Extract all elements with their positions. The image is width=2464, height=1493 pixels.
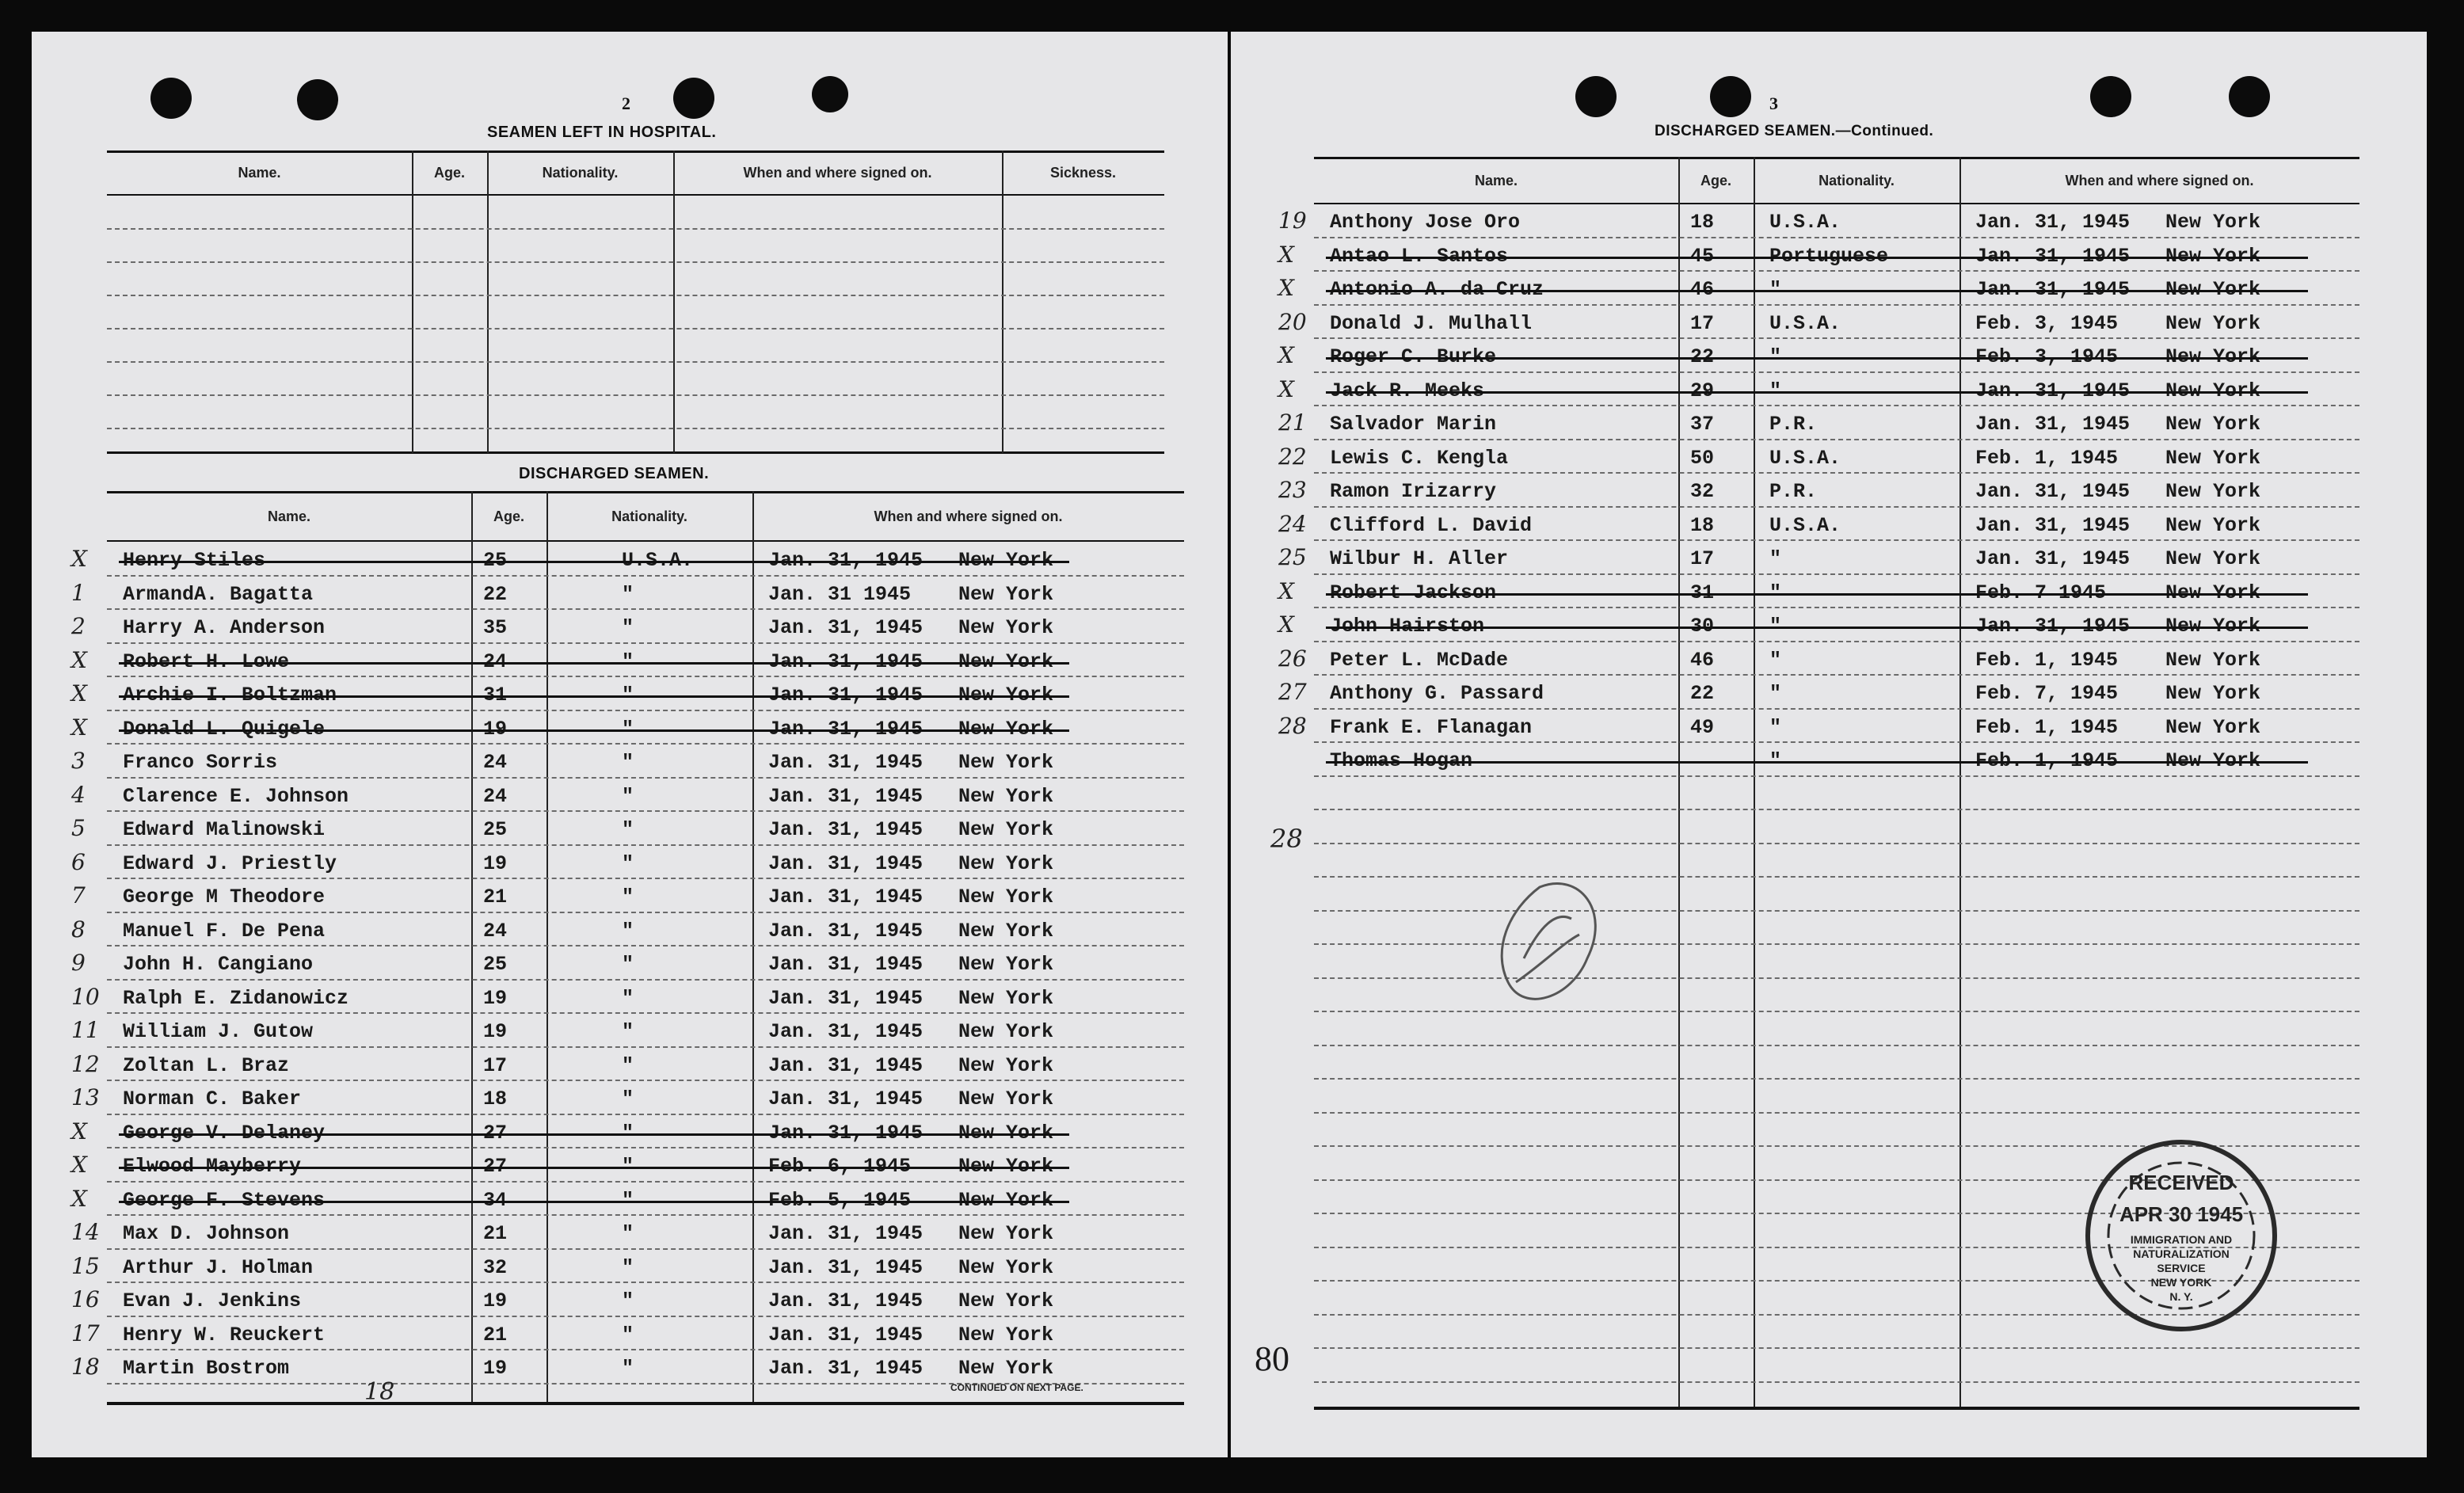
table-row [1278, 406, 2359, 440]
binder-hole [812, 76, 848, 112]
page-number: 2 [622, 93, 630, 113]
seaman-nationality: " [622, 582, 634, 606]
row-tally-mark: 6 [71, 848, 86, 875]
table-row [1278, 474, 2359, 508]
signed-on-place: New York [2165, 311, 2261, 335]
seaman-nationality: " [622, 1289, 634, 1312]
stamp-received-text: RECEIVED [2128, 1171, 2234, 1194]
seaman-nationality: U.S.A. [1769, 211, 1841, 234]
row-tally-mark: 12 [71, 1050, 100, 1077]
signed-on-date: Jan. 31, 1945 [768, 818, 924, 841]
signed-on-date: Feb. 7, 1945 [1975, 682, 2119, 705]
row-tally-mark: 1 [71, 579, 86, 606]
table-row [71, 1183, 1184, 1217]
seaman-name: Donald J. Mulhall [1330, 311, 1533, 335]
table-row [71, 812, 1184, 846]
seaman-nationality: U.S.A. [1769, 446, 1841, 470]
seaman-name: George M Theodore [123, 886, 326, 908]
table-row [71, 1048, 1184, 1082]
pencil-scribble [1492, 863, 1611, 1014]
seaman-nationality: " [1769, 682, 1782, 705]
table-row [1278, 238, 2359, 272]
right-header-signed-on: When and where signed on. [2065, 173, 2254, 189]
seaman-age: 21 [483, 886, 508, 908]
ruled-line [1314, 1381, 2359, 1383]
table-row [71, 981, 1184, 1015]
signed-on-place: New York [958, 751, 1054, 774]
row-tally-mark: 26 [1278, 645, 1307, 672]
signed-on-place: New York [958, 1357, 1054, 1380]
seaman-name: Henry W. Reuckert [123, 1323, 326, 1346]
row-tally-mark: X [1278, 577, 1294, 604]
seaman-nationality: U.S.A. [1769, 311, 1841, 335]
seaman-nationality: " [622, 1222, 634, 1245]
signed-on-place: New York [2165, 547, 2261, 570]
binder-hole [2229, 76, 2270, 117]
hospital-header-name: Name. [238, 165, 281, 181]
discharged-table-left [71, 491, 1184, 1410]
signed-on-date: Jan. 31, 1945 [768, 1289, 924, 1312]
binder-hole [297, 79, 338, 120]
signed-on-place: New York [2165, 513, 2261, 537]
table-row [71, 879, 1184, 913]
table-row [71, 577, 1184, 611]
strikethrough-line [119, 729, 1069, 732]
seaman-name: Clifford L. David [1330, 513, 1533, 537]
strikethrough-line [119, 1201, 1069, 1203]
signed-on-date: Feb. 1, 1945 [1975, 446, 2119, 470]
strikethrough-line [1326, 593, 2308, 596]
page-count-number: 80 [1255, 1339, 1289, 1378]
ruled-line [1314, 843, 2359, 844]
strikethrough-line [1326, 357, 2308, 360]
signed-on-place: New York [2165, 682, 2261, 705]
row-tally-mark: 5 [71, 815, 86, 841]
row-tally-mark: X [71, 680, 87, 707]
strikethrough-line [1326, 257, 2308, 259]
signed-on-date: Jan. 31, 1945 [768, 919, 924, 943]
table-row [1278, 710, 2359, 744]
table-row [1278, 440, 2359, 474]
row-tally-mark: X [71, 714, 87, 741]
seaman-nationality: " [1769, 715, 1782, 739]
seaman-nationality: " [622, 751, 634, 774]
seaman-age: 25 [483, 953, 508, 976]
strikethrough-line [119, 1167, 1069, 1169]
row-tally-mark: 25 [1278, 544, 1307, 570]
seaman-nationality: " [622, 986, 634, 1010]
strikethrough-line [119, 695, 1069, 698]
hospital-header-sickness: Sickness. [1049, 165, 1117, 181]
signed-on-date: Jan. 31, 1945 [1975, 513, 2131, 537]
seaman-nationality: " [622, 1255, 634, 1279]
ruled-line [1314, 1011, 2359, 1012]
table-row [1278, 272, 2359, 306]
row-tally-mark: X [1278, 342, 1294, 368]
seaman-nationality: " [622, 784, 634, 808]
row-tally-mark: X [1278, 275, 1294, 301]
row-tally-mark: 15 [71, 1252, 100, 1279]
row-tally-mark: 18 [71, 1354, 100, 1380]
signed-on-place: New York [958, 1020, 1054, 1043]
signed-on-place: New York [958, 1289, 1054, 1312]
seaman-name: Anthony G. Passard [1330, 682, 1544, 705]
table-row [1278, 204, 2359, 238]
row-tally-mark: X [1278, 375, 1294, 402]
seaman-name: Peter L. McDade [1330, 648, 1509, 672]
seaman-age: 32 [483, 1255, 508, 1279]
table-row [1278, 541, 2359, 575]
left-header-age: Age. [493, 508, 524, 524]
seaman-age: 50 [1690, 446, 1715, 470]
row-tally-mark: X [1278, 611, 1294, 638]
seaman-name: Norman C. Baker [123, 1087, 302, 1110]
seaman-name: Zoltan L. Braz [123, 1053, 290, 1077]
table-row [71, 1014, 1184, 1048]
ruled-line [1314, 876, 2359, 878]
row-tally-mark: X [71, 1152, 87, 1178]
row-tally-mark: 23 [1278, 477, 1307, 503]
stamp-line: N. Y. [2169, 1290, 2193, 1303]
seaman-age: 21 [483, 1222, 508, 1245]
seaman-age: 19 [483, 1289, 508, 1312]
seaman-age: 46 [1690, 648, 1715, 672]
signed-on-place: New York [958, 1087, 1054, 1110]
seaman-age: 18 [483, 1087, 508, 1110]
signed-on-date: Jan. 31, 1945 [1975, 480, 2131, 503]
table-row [71, 913, 1184, 947]
signed-on-date: Jan. 31, 1945 [1975, 211, 2131, 234]
right-page [1231, 32, 2427, 1457]
signed-on-date: Jan. 31, 1945 [768, 1087, 924, 1110]
right-section-title: DISCHARGED SEAMEN.—Continued. [1655, 123, 1934, 139]
row-tally-mark: 3 [71, 748, 86, 774]
stamp-line: NATURALIZATION [2133, 1247, 2230, 1260]
seaman-name: Arthur J. Holman [123, 1255, 314, 1279]
signed-on-place: New York [958, 818, 1054, 841]
seaman-name: Lewis C. Kengla [1330, 446, 1509, 470]
table-row [71, 543, 1184, 577]
row-tally-mark: 11 [71, 1017, 100, 1043]
table-row [71, 644, 1184, 678]
seaman-age: 22 [1690, 682, 1715, 705]
ruled-line [1314, 1078, 2359, 1080]
seaman-age: 19 [483, 851, 508, 875]
seaman-name: Max D. Johnson [123, 1222, 290, 1245]
strikethrough-line [1326, 627, 2308, 629]
ruled-line [1314, 809, 2359, 810]
signed-on-date: Feb. 1, 1945 [1975, 648, 2119, 672]
signed-on-place: New York [958, 851, 1054, 875]
seaman-nationality: " [1769, 648, 1782, 672]
seaman-nationality: " [622, 919, 634, 943]
row-tally-mark: 13 [71, 1084, 100, 1110]
seaman-age: 21 [483, 1323, 508, 1346]
hospital-table [107, 150, 1164, 455]
seaman-nationality: " [622, 818, 634, 841]
seaman-nationality: " [622, 953, 634, 976]
table-row [71, 1317, 1184, 1351]
ruled-line [1314, 1347, 2359, 1349]
table-row [1278, 339, 2359, 373]
row-tally-mark: X [71, 646, 87, 673]
discharged-section-title: DISCHARGED SEAMEN. [519, 465, 710, 482]
right-header-name: Name. [1474, 173, 1518, 189]
seaman-age: 24 [483, 784, 508, 808]
seaman-age: 17 [1690, 547, 1715, 570]
signed-on-date: Jan. 31 1945 [768, 582, 912, 606]
left-header-signed-on: When and where signed on. [874, 508, 1063, 524]
seaman-nationality: " [622, 1323, 634, 1346]
signed-on-date: Jan. 31, 1945 [768, 1020, 924, 1043]
strikethrough-line [119, 1133, 1069, 1136]
table-row [71, 610, 1184, 644]
signed-on-place: New York [958, 953, 1054, 976]
signed-on-place: New York [2165, 715, 2261, 739]
seaman-name: Salvador Marin [1330, 413, 1497, 436]
signed-on-date: Feb. 3, 1945 [1975, 311, 2119, 335]
signed-on-date: Jan. 31, 1945 [768, 986, 924, 1010]
stamp-line: IMMIGRATION AND [2130, 1233, 2233, 1246]
signed-on-date: Feb. 1, 1945 [1975, 715, 2119, 739]
seaman-nationality: P.R. [1769, 413, 1818, 436]
signed-on-date: Jan. 31, 1945 [768, 851, 924, 875]
right-header-age: Age. [1700, 173, 1731, 189]
row-tally-mark: 21 [1278, 409, 1307, 436]
signed-on-date: Jan. 31, 1945 [1975, 547, 2131, 570]
signed-on-place: New York [958, 986, 1054, 1010]
signed-on-date: Jan. 31, 1945 [768, 1255, 924, 1279]
table-row [71, 779, 1184, 813]
hospital-section-title: SEAMEN LEFT IN HOSPITAL. [487, 124, 717, 141]
table-row [1278, 642, 2359, 676]
seaman-name: Franco Sorris [123, 751, 278, 774]
signed-on-date: Jan. 31, 1945 [768, 1323, 924, 1346]
seaman-age: 18 [1690, 513, 1715, 537]
row-tally-mark: X [71, 546, 87, 572]
row-tally-mark: 20 [1278, 308, 1307, 335]
seaman-name: Manuel F. De Pena [123, 919, 326, 943]
table-row [1278, 306, 2359, 340]
signed-on-place: New York [958, 1255, 1054, 1279]
table-row [71, 711, 1184, 745]
seaman-nationality: U.S.A. [1769, 513, 1841, 537]
stamp-line: SERVICE [2157, 1262, 2206, 1274]
ruled-line [1314, 943, 2359, 945]
seaman-age: 19 [483, 1357, 508, 1380]
seaman-age: 35 [483, 616, 508, 639]
table-row [1278, 608, 2359, 642]
seaman-name: Edward J. Priestly [123, 851, 337, 875]
strikethrough-line [1326, 761, 2308, 764]
seaman-nationality: " [622, 1020, 634, 1043]
table-row [71, 1350, 1184, 1384]
seaman-name: Edward Malinowski [123, 818, 326, 841]
seaman-age: 22 [483, 582, 508, 606]
seaman-name: Anthony Jose Oro [1330, 211, 1521, 234]
table-row [71, 1115, 1184, 1149]
row-tally-mark: 8 [71, 916, 86, 943]
ruled-line [1314, 1112, 2359, 1114]
row-tally-mark: 24 [1278, 510, 1307, 537]
row-tally-mark: X [71, 1118, 87, 1145]
left-page [32, 32, 1228, 1457]
row-tally-mark: 4 [71, 781, 86, 808]
seaman-age: 19 [483, 1020, 508, 1043]
signed-on-place: New York [958, 784, 1054, 808]
strikethrough-line [1326, 290, 2308, 292]
table-row [71, 1216, 1184, 1250]
row-tally-mark: 27 [1278, 679, 1307, 705]
seaman-nationality: " [622, 616, 634, 639]
strikethrough-line [119, 662, 1069, 665]
seaman-age: 24 [483, 751, 508, 774]
signed-on-place: New York [958, 919, 1054, 943]
signed-on-place: New York [958, 1323, 1054, 1346]
row-tally-mark: 14 [71, 1219, 100, 1245]
seaman-nationality: P.R. [1769, 480, 1818, 503]
table-row [71, 1081, 1184, 1115]
signed-on-date: Jan. 31, 1945 [768, 1222, 924, 1245]
signed-on-place: New York [2165, 648, 2261, 672]
row-tally-mark: 17 [71, 1320, 100, 1346]
seaman-age: 37 [1690, 413, 1715, 436]
seaman-nationality: " [622, 1053, 634, 1077]
seaman-name: Harry A. Anderson [123, 616, 326, 639]
seaman-nationality: " [1769, 547, 1782, 570]
table-row [71, 1148, 1184, 1183]
stamp-date: APR 30 1945 [2119, 1202, 2244, 1226]
table-row [71, 1250, 1184, 1284]
table-row [71, 677, 1184, 711]
row-tally-mark: 22 [1278, 443, 1307, 470]
row-tally-mark: 28 [1278, 712, 1307, 739]
signed-on-place: New York [958, 1053, 1054, 1077]
hospital-header-age: Age. [433, 165, 465, 181]
row-tally-mark: X [1278, 241, 1294, 268]
row-tally-mark: 7 [71, 882, 86, 908]
seaman-age: 49 [1690, 715, 1715, 739]
signed-on-place: New York [2165, 480, 2261, 503]
binder-hole [2090, 76, 2131, 117]
seaman-name: Ramon Irizarry [1330, 480, 1497, 503]
row-tally-mark: 2 [71, 613, 86, 639]
seaman-age: 18 [1690, 211, 1715, 234]
table-row [1278, 575, 2359, 609]
seaman-nationality: " [622, 1357, 634, 1380]
table-row [1278, 508, 2359, 542]
seaman-name: ArmandA. Bagatta [123, 582, 314, 606]
total-tally-mark: 28 [1270, 824, 1303, 854]
signed-on-place: New York [2165, 446, 2261, 470]
hospital-header-signed-on: When and where signed on. [743, 165, 932, 181]
seaman-name: Clarence E. Johnson [123, 784, 349, 808]
seaman-age: 24 [483, 919, 508, 943]
signed-on-place: New York [958, 582, 1054, 606]
signed-on-date: Jan. 31, 1945 [768, 616, 924, 639]
seaman-name: Frank E. Flanagan [1330, 715, 1533, 739]
table-row [71, 946, 1184, 981]
binder-hole [1575, 76, 1617, 117]
signed-on-place: New York [2165, 413, 2261, 436]
seaman-name: Wilbur H. Aller [1330, 547, 1509, 570]
signed-on-date: Jan. 31, 1945 [768, 953, 924, 976]
seaman-name: John H. Cangiano [123, 953, 314, 976]
table-row [1278, 676, 2359, 710]
hospital-header-nationality: Nationality. [542, 165, 619, 181]
signed-on-date: Jan. 31, 1945 [768, 784, 924, 808]
seaman-age: 17 [483, 1053, 508, 1077]
table-row [1314, 743, 2359, 777]
signed-on-date: Jan. 31, 1945 [1975, 413, 2131, 436]
row-tally-mark: 19 [1278, 208, 1307, 234]
seaman-age: 25 [483, 818, 508, 841]
signed-on-place: New York [958, 1222, 1054, 1245]
bottom-tally-note: 18 [364, 1378, 395, 1406]
table-row [71, 745, 1184, 779]
continued-note: CONTINUED ON NEXT PAGE. [950, 1382, 1083, 1393]
seaman-age: 32 [1690, 480, 1715, 503]
binder-hole [673, 78, 714, 119]
seaman-name: Evan J. Jenkins [123, 1289, 302, 1312]
row-tally-mark: 16 [71, 1286, 100, 1312]
signed-on-place: New York [2165, 211, 2261, 234]
row-tally-mark: 9 [71, 950, 86, 976]
ruled-line [1314, 1045, 2359, 1046]
binder-hole [1710, 76, 1751, 117]
page-number: 3 [1769, 93, 1778, 113]
seaman-nationality: " [622, 851, 634, 875]
seaman-name: Ralph E. Zidanowicz [123, 986, 349, 1010]
seaman-name: Martin Bostrom [123, 1357, 290, 1380]
right-header-nationality: Nationality. [1818, 173, 1895, 189]
table-row [71, 1283, 1184, 1317]
strikethrough-line [1326, 391, 2308, 394]
seaman-nationality: " [622, 886, 634, 908]
seaman-age: 19 [483, 986, 508, 1010]
row-tally-mark: X [71, 1185, 87, 1212]
row-tally-mark: 10 [71, 983, 100, 1010]
ruled-line [1314, 977, 2359, 979]
seaman-age: 17 [1690, 311, 1715, 335]
left-header-nationality: Nationality. [611, 508, 687, 524]
signed-on-date: Jan. 31, 1945 [768, 886, 924, 908]
left-header-name: Name. [267, 508, 311, 524]
signed-on-date: Jan. 31, 1945 [768, 1053, 924, 1077]
table-row [71, 846, 1184, 880]
strikethrough-line [119, 561, 1069, 563]
signed-on-date: Jan. 31, 1945 [768, 1357, 924, 1380]
signed-on-place: New York [958, 616, 1054, 639]
table-row [1278, 373, 2359, 407]
seaman-name: William J. Gutow [123, 1020, 314, 1043]
ruled-line [1314, 910, 2359, 912]
seaman-nationality: " [622, 1087, 634, 1110]
signed-on-place: New York [958, 886, 1054, 908]
immigration-received-stamp [2062, 1133, 2292, 1339]
binder-hole [150, 78, 192, 119]
stamp-line: NEW YORK [2150, 1276, 2212, 1289]
signed-on-date: Jan. 31, 1945 [768, 751, 924, 774]
